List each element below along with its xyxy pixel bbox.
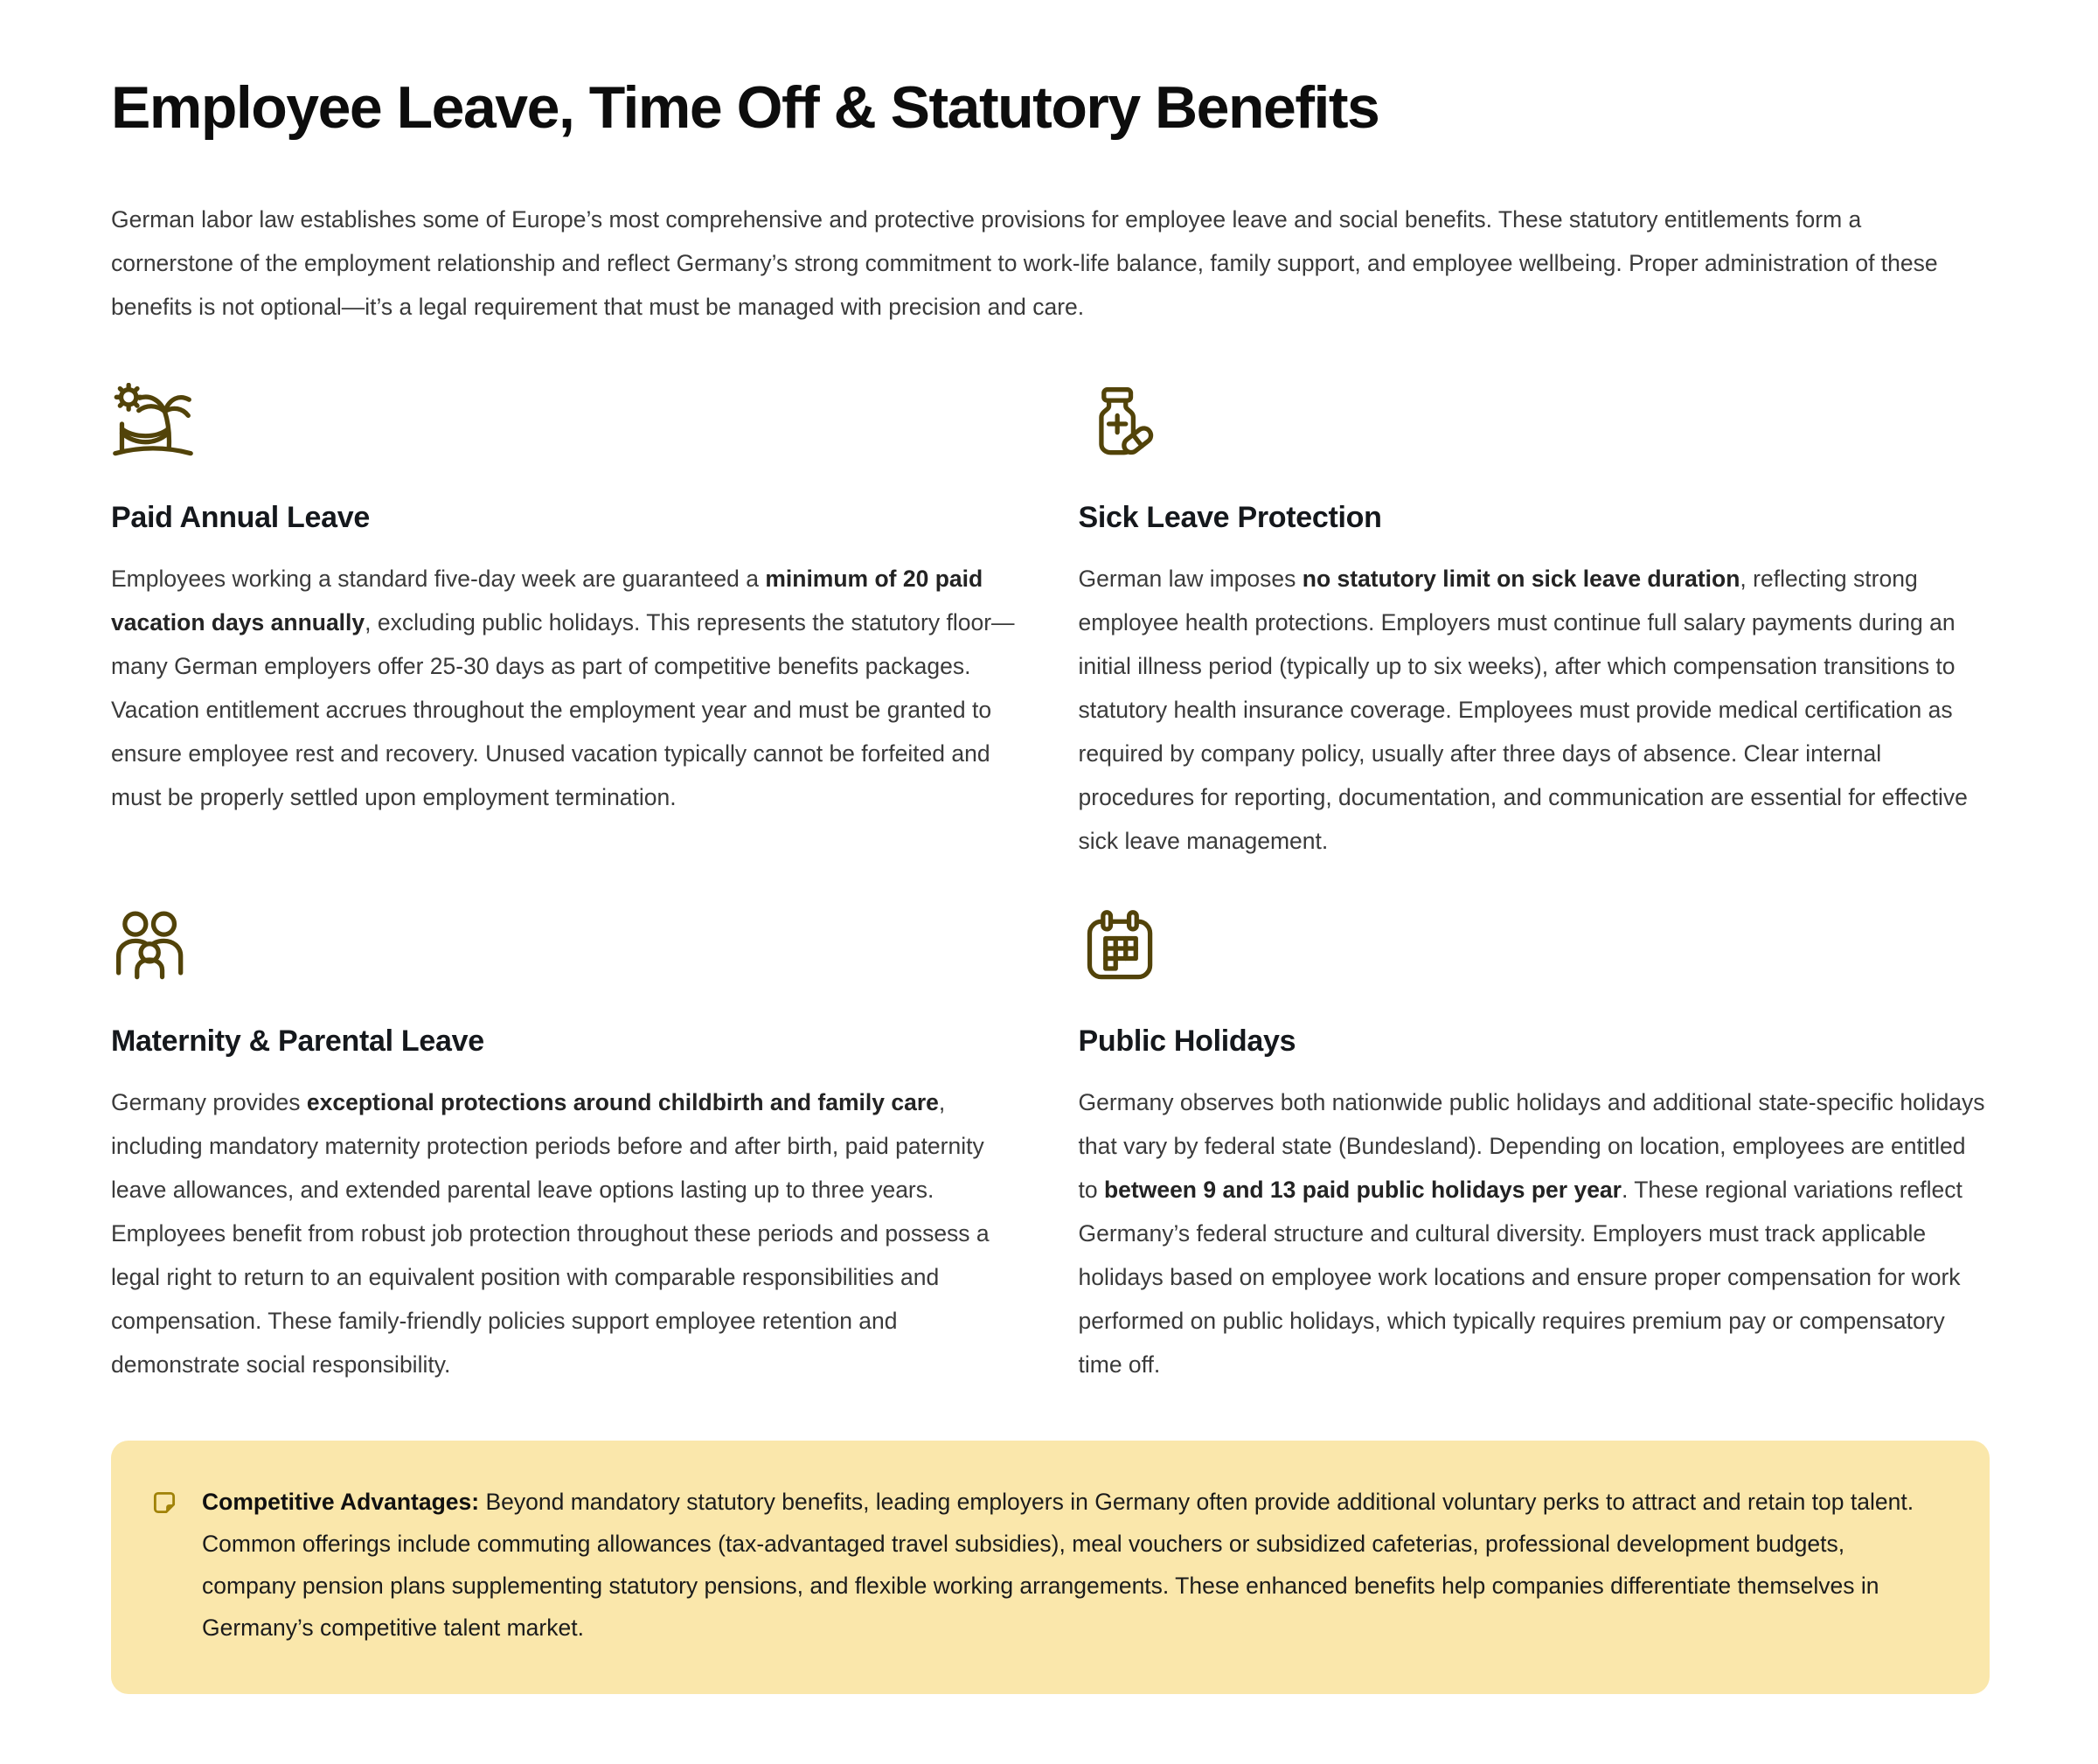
note-icon: [149, 1481, 179, 1517]
benefits-grid: [111, 383, 1990, 1386]
section-maternity-parental-leave: [111, 906, 1023, 1386]
section-body: [111, 1080, 1023, 1386]
section-sick-leave-protection: [1079, 383, 1990, 863]
section-public-holidays: [1079, 906, 1990, 1386]
body-text: , reflecting strong employee health protections. Employers must continue full salary payments during an initial illness period (typically up to six weeks), after which compensation transitions to statutory health insurance coverage. Employees must provide medical certification as required by company policy, usually after three days of absence. Clear internal procedures for reporting, documentation, and communication are essential for effective sick leave management.: [1078, 565, 1968, 854]
body-text: Germany provides: [111, 1088, 307, 1115]
section-body: [1079, 557, 1990, 863]
calendar-icon: [1079, 906, 1990, 990]
page-title: Employee Leave, Time Off & Statutory Benefits: [111, 74, 1379, 141]
family-icon: [111, 906, 1023, 990]
section-paid-annual-leave: [111, 383, 1023, 863]
section-heading: Maternity & Parental Leave: [111, 1024, 484, 1058]
body-text: . These regional variations reflect Germany’s federal structure and cultural diversity. Employers must track applicable holidays based on employee work locations and ensure proper compensation for work performed on public holidays, which typically requires premium pay or compensatory time off.: [1078, 1176, 1963, 1378]
section-heading: Sick Leave Protection: [1078, 501, 1382, 535]
section-body: [1079, 1080, 1990, 1386]
competitive-advantages-callout: [111, 1441, 1990, 1694]
body-text: , excluding public holidays. This represents the statutory floor—many German employers offer 25-30 days as part of competitive benefits packages. Vacation entitlement accrues throughout the employment year and must be granted to ensure employee rest and recovery. Unused vacation typically cannot be forfeited and must be properly settled upon employment termination.: [111, 608, 1015, 810]
section-body: [111, 557, 1023, 819]
intro-paragraph: German labor law establishes some of Europe’s most comprehensive and protective provisions for employee leave and social benefits. These statutory entitlements form a cornerstone of the employment relationship and reflect Germany’s strong commitment to work-life balance, family support, and employee wellbeing. Proper administration of these benefits is not optional—it’s a legal requirement that must be managed with precision and care.: [111, 206, 1938, 321]
body-bold-text: exceptional protections around childbirth and family care: [306, 1088, 939, 1115]
callout-body: Beyond mandatory statutory benefits, leading employers in Germany often provide additional voluntary perks to attract and retain top talent. Common offerings include commuting allowances (tax-advantaged travel subsidies), meal vouchers or subsidized cafeterias, professional development budgets, company pension plans supplementing statutory pensions, and flexible working arrangements. These enhanced benefits help companies differentiate themselves in Germany’s competitive talent market.: [202, 1488, 1914, 1641]
body-text: Employees working a standard five-day week are guaranteed a: [111, 565, 766, 592]
callout-lead: Competitive Advantages:: [202, 1488, 480, 1515]
body-bold-text: minimum of 20 paid vacation days annually: [111, 565, 983, 635]
body-bold-text: no statutory limit on sick leave duration: [1302, 565, 1740, 592]
section-heading: Paid Annual Leave: [111, 501, 370, 535]
body-text: German law imposes: [1078, 565, 1303, 592]
body-text: , including mandatory maternity protection periods before and after birth, paid paternity leave allowances, and extended parental leave options lasting up to three years. Employees benefit from robust job protection throughout these periods and possess a legal right to return to an equivalent position with comparable responsibilities and compensation. These family-friendly policies support employee retention and demonstrate social responsibility.: [111, 1088, 990, 1378]
callout-text: [202, 1481, 1944, 1649]
medicine-bottle-icon: [1079, 383, 1990, 467]
body-text: Germany observes both nationwide public holidays and additional state-specific holidays that vary by federal state (Bundesland). Depending on location, employees are entitled to: [1078, 1088, 1985, 1203]
body-bold-text: between 9 and 13 paid public holidays per year: [1103, 1176, 1622, 1203]
beach-vacation-icon: [111, 383, 1023, 467]
section-heading: Public Holidays: [1078, 1024, 1296, 1058]
